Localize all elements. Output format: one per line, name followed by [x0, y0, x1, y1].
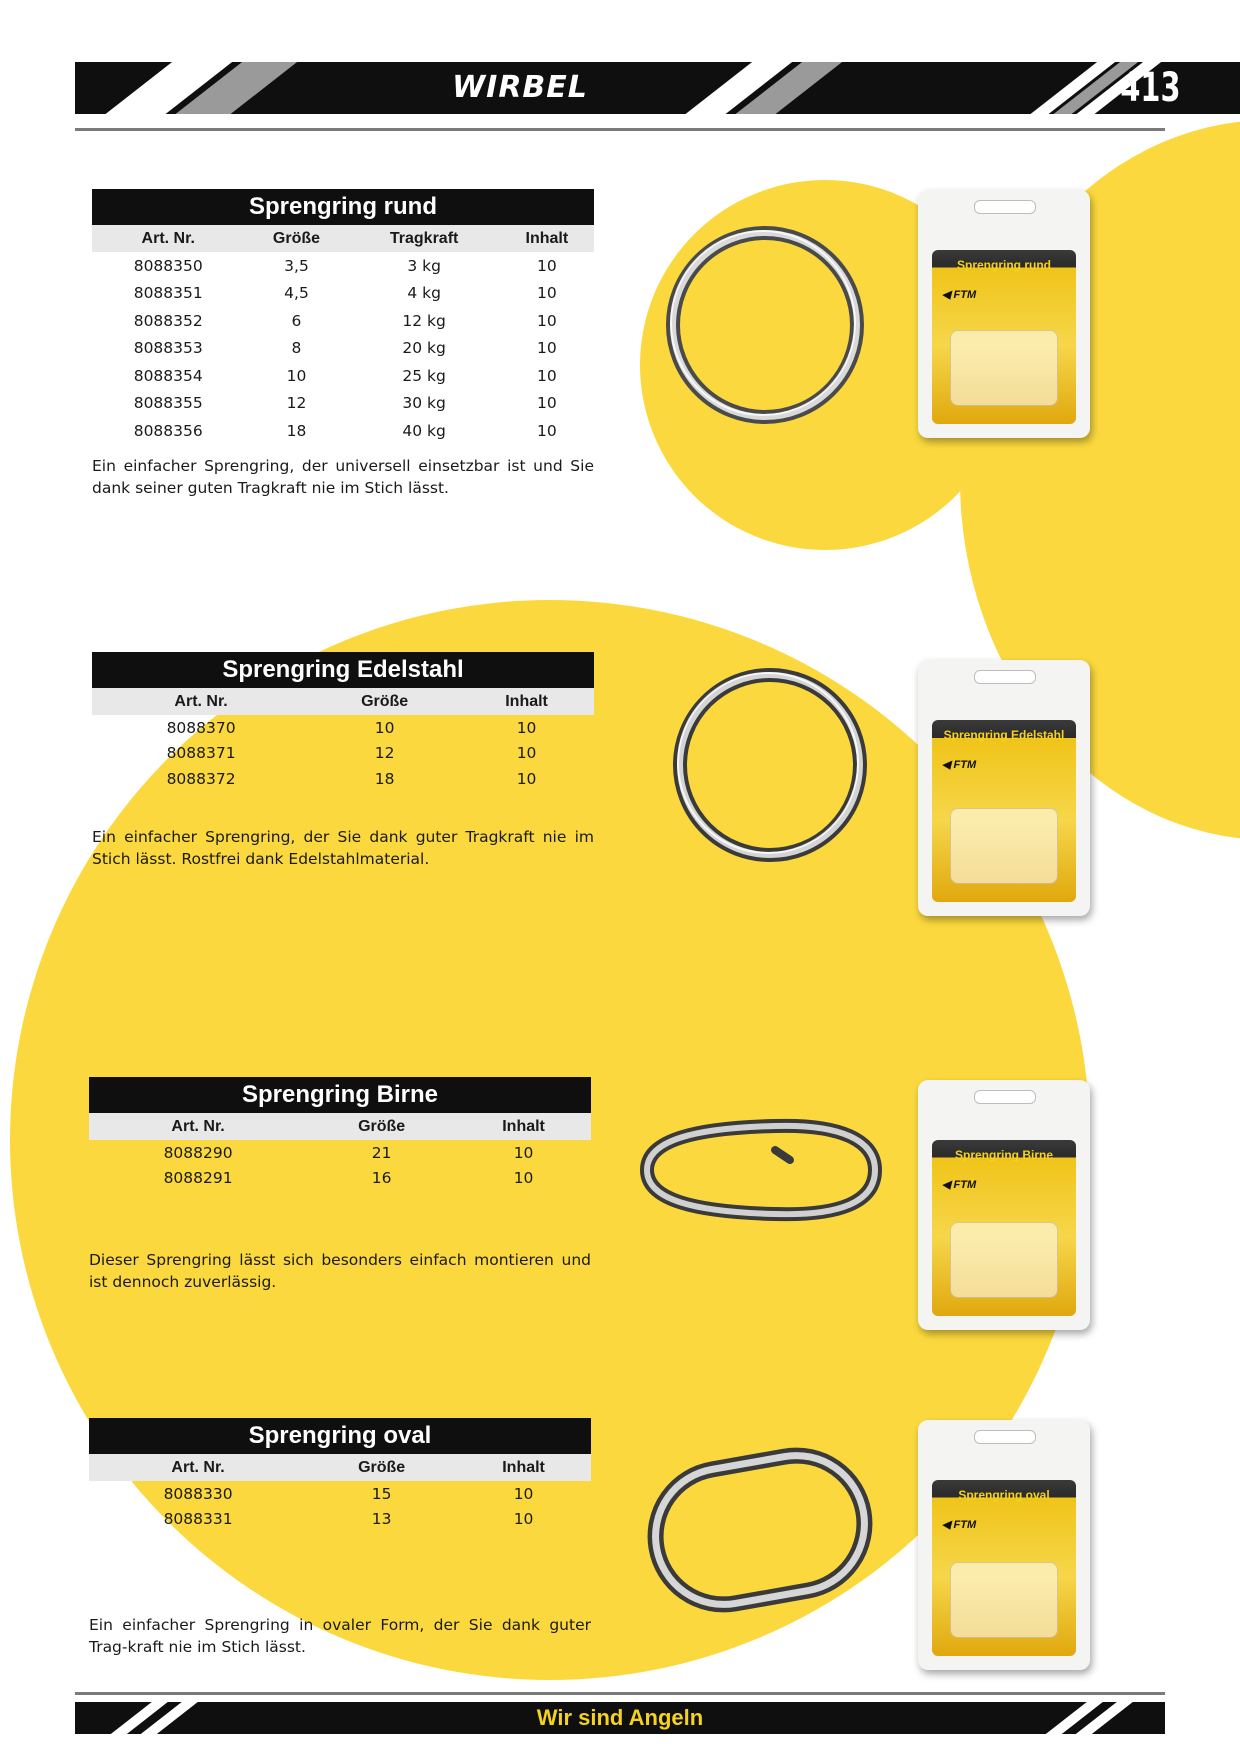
section-sprengring-edelstahl [92, 652, 594, 870]
table-row [92, 252, 594, 280]
section-title: Sprengring Edelstahl [92, 652, 594, 688]
section-title: Sprengring Birne [89, 1077, 591, 1113]
brand-logo: ◀ FTM [942, 1179, 977, 1191]
table-cell: 10 [537, 256, 557, 275]
table-cell: 40 kg [402, 421, 446, 440]
table-cell: 3,5 [284, 256, 309, 275]
column-header: Größe [307, 1454, 456, 1481]
table-cell: 8088290 [163, 1143, 233, 1162]
table-cell: 8088350 [133, 256, 203, 275]
header-bar [75, 62, 1240, 114]
package-card [932, 1480, 1076, 1656]
column-header: Inhalt [500, 225, 594, 252]
package-card [932, 720, 1076, 902]
footer-rule [75, 1692, 1165, 1695]
table-cell: 16 [371, 1169, 392, 1188]
product-package [918, 660, 1090, 916]
package-window [950, 1222, 1058, 1298]
column-header: Inhalt [459, 688, 594, 715]
table-cell: 8088331 [163, 1510, 233, 1529]
column-header: Inhalt [456, 1454, 591, 1481]
column-header: Größe [244, 225, 348, 252]
table-cell: 10 [516, 769, 537, 788]
column-header: Tragkraft [349, 225, 500, 252]
table-cell: 3 kg [407, 256, 441, 275]
table-cell: 8088354 [133, 366, 203, 385]
product-description: Dieser Sprengring lässt sich besonders einfach montieren und ist dennoch zuverlässig. [89, 1251, 591, 1291]
header-rule [75, 128, 1165, 131]
table-header-row [89, 1113, 591, 1140]
table-cell: 10 [513, 1510, 534, 1529]
table-cell: 10 [513, 1143, 534, 1162]
table-cell: 8088353 [133, 339, 203, 358]
table-cell: 21 [371, 1143, 392, 1162]
product-package [918, 190, 1090, 438]
table-cell: 8088370 [166, 718, 236, 737]
table-header-row [89, 1454, 591, 1481]
table-cell: 8088352 [133, 311, 203, 330]
package-title: Sprengring rund [957, 258, 1051, 272]
table-cell: 10 [516, 744, 537, 763]
split-ring-oval-image [635, 1440, 885, 1620]
table-row [92, 715, 594, 741]
table-row [89, 1166, 591, 1192]
section-title: Sprengring oval [89, 1418, 591, 1454]
package-window [950, 1562, 1058, 1638]
table-row [92, 362, 594, 390]
table-cell: 8088356 [133, 421, 203, 440]
product-description: Ein einfacher Sprengring in ovaler Form, der Sie dank guter Trag-kraft nie im Stich lässt. [89, 1616, 591, 1656]
column-header: Art. Nr. [92, 688, 310, 715]
brand-logo: ◀ FTM [942, 289, 977, 301]
column-header: Art. Nr. [89, 1113, 307, 1140]
table-cell: 12 [286, 394, 307, 413]
table-cell: 10 [516, 718, 537, 737]
package-hang-hole [974, 1430, 1036, 1444]
table-cell: 4 kg [407, 284, 441, 303]
page-title: WIRBEL [452, 70, 588, 105]
table-row [89, 1140, 591, 1166]
table-cell: 4,5 [284, 284, 309, 303]
spec-table [92, 688, 594, 792]
table-cell: 10 [286, 366, 307, 385]
table-cell: 10 [537, 284, 557, 303]
package-title: Sprengring Edelstahl [943, 728, 1065, 742]
section-sprengring-rund [92, 189, 594, 499]
column-header: Art. Nr. [92, 225, 244, 252]
table-row [92, 417, 594, 445]
package-card [932, 250, 1076, 424]
package-title: Sprengring oval [958, 1488, 1050, 1502]
table-cell: 6 [291, 311, 302, 330]
table-row [92, 280, 594, 308]
table-cell: 8088351 [133, 284, 203, 303]
table-cell: 10 [513, 1169, 534, 1188]
split-ring-stainless-image [660, 655, 880, 875]
page-number: 413 [1119, 65, 1180, 111]
table-cell: 18 [286, 421, 307, 440]
package-card [932, 1140, 1076, 1316]
table-row [92, 307, 594, 335]
section-sprengring-oval [89, 1418, 591, 1658]
product-description: Ein einfacher Sprengring, der Sie dank guter Tragkraft nie im Stich lässt. Rostfrei dank Edelstahlmaterial. [92, 827, 594, 868]
table-header-row [92, 225, 594, 252]
column-header: Größe [310, 688, 459, 715]
footer-bar [75, 1702, 1165, 1734]
table-row [92, 335, 594, 363]
spec-table [89, 1454, 591, 1532]
package-window [950, 330, 1058, 406]
table-cell: 8088355 [133, 394, 203, 413]
table-cell: 8088291 [163, 1169, 233, 1188]
split-ring-pear-image [625, 1110, 885, 1230]
table-row [89, 1507, 591, 1533]
table-cell: 8 [291, 339, 302, 358]
package-hang-hole [974, 670, 1036, 684]
table-cell: 10 [537, 421, 557, 440]
table-cell: 12 kg [402, 311, 446, 330]
package-hang-hole [974, 1090, 1036, 1104]
spec-table [92, 225, 594, 445]
column-header: Größe [307, 1113, 456, 1140]
section-sprengring-birne [89, 1077, 591, 1293]
brand-logo: ◀ FTM [942, 759, 977, 771]
product-package [918, 1080, 1090, 1330]
table-row [92, 390, 594, 418]
column-header: Inhalt [456, 1113, 591, 1140]
table-row [89, 1481, 591, 1507]
table-header-row [92, 688, 594, 715]
package-title: Sprengring Birne [954, 1148, 1053, 1162]
table-cell: 8088371 [166, 744, 236, 763]
table-cell: 10 [537, 366, 557, 385]
table-cell: 10 [537, 394, 557, 413]
table-cell: 10 [537, 311, 557, 330]
table-cell: 10 [374, 718, 395, 737]
table-cell: 25 kg [402, 366, 446, 385]
package-hang-hole [974, 200, 1036, 214]
brand-logo: ◀ FTM [942, 1519, 977, 1531]
package-window [950, 808, 1058, 884]
table-cell: 12 [374, 744, 395, 763]
column-header: Art. Nr. [89, 1454, 307, 1481]
table-cell: 8088372 [166, 769, 236, 788]
product-package [918, 1420, 1090, 1670]
table-cell: 20 kg [402, 339, 446, 358]
product-description: Ein einfacher Sprengring, der universell einsetzbar ist und Sie dank seiner guten Tragkraft nie im Stich lässt. [92, 456, 594, 497]
spec-table [89, 1113, 591, 1191]
split-ring-round-image [655, 215, 875, 435]
table-row [92, 766, 594, 792]
table-cell: 18 [374, 769, 395, 788]
table-row [92, 741, 594, 767]
table-cell: 30 kg [402, 394, 446, 413]
section-title: Sprengring rund [92, 189, 594, 225]
table-cell: 8088330 [163, 1484, 233, 1503]
table-cell: 10 [513, 1484, 534, 1503]
footer-slogan: Wir sind Angeln [536, 1705, 704, 1730]
table-cell: 13 [371, 1510, 392, 1529]
table-cell: 15 [371, 1484, 392, 1503]
table-cell: 10 [537, 339, 557, 358]
